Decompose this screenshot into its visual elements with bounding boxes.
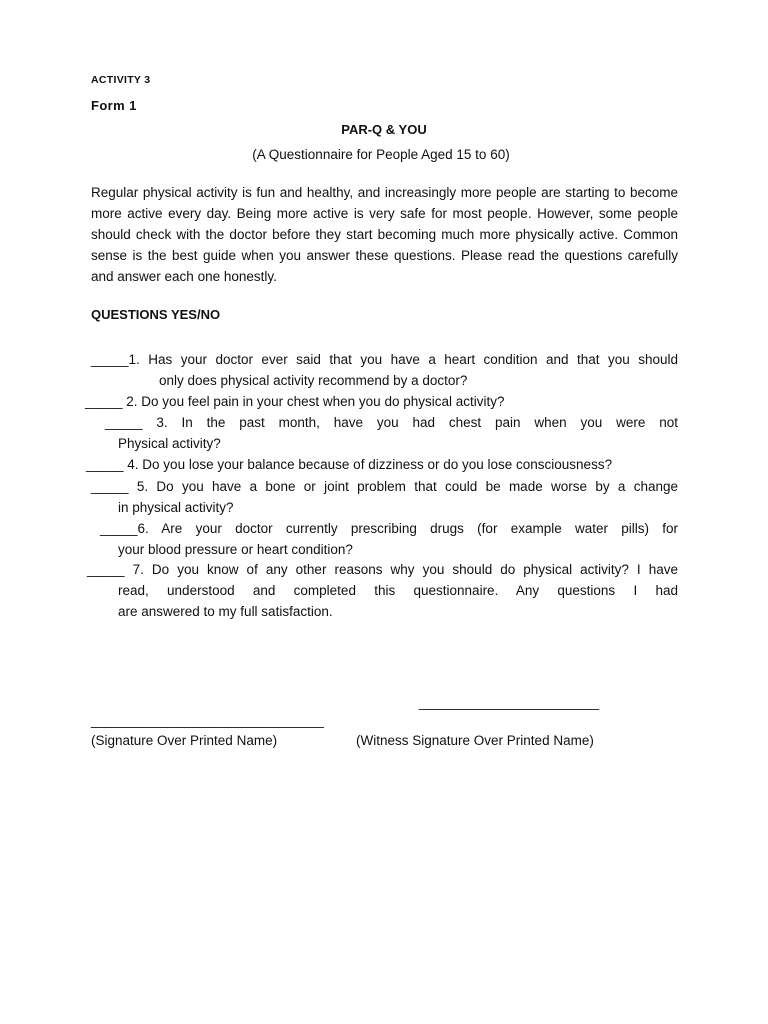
questions-heading: QUESTIONS YES/NO [91,307,221,322]
question-continuation: your blood pressure or heart condition? [118,542,353,557]
signature-line: _______________________________ [91,713,324,728]
question-text: _____6. Are your doctor currently prescribing drugs (for example water pills) for [100,521,678,536]
question-continuation: Physical activity? [118,436,221,451]
question-text: _____ 3. In the past month, have you had chest pain when you were not [105,415,678,430]
question-text: _____1. Has your doctor ever said that you have a heart condition and that you should [91,352,678,367]
form-label: Form 1 [91,98,137,113]
question-item [91,476,678,518]
question-item [87,559,678,622]
question-continuation: read, understood and completed this questionnaire. Any questions I had [118,583,678,598]
question-text: _____ 7. Do you know of any other reasons why you should do physical activity? I have [87,562,678,577]
activity-label: ACTIVITY 3 [91,74,151,86]
signature-caption: (Signature Over Printed Name) [91,733,278,748]
question-continuation: only does physical activity recommend by a doctor? [159,373,468,388]
question-item [85,391,678,412]
document-title: PAR-Q & YOU [341,122,427,137]
question-text: _____ 5. Do you have a bone or joint problem that could be made worse by a change [91,479,678,494]
question-item [105,412,678,454]
intro-paragraph: Regular physical activity is fun and healthy, and increasingly more people are starting to become more active every day. Being more active is very safe for most people. However, some people should check with the doctor before they start becoming much more physically active. Common sense is the best guide when you answer these questions. Please read the questions carefully and answer each one honestly. [91,185,678,284]
question-continuation: in physical activity? [118,500,234,515]
document-subtitle: (A Questionnaire for People Aged 15 to 60) [252,147,510,162]
question-text: _____ 4. Do you lose your balance because of dizziness or do you lose consciousness? [86,457,613,472]
question-item [86,454,678,475]
witness-signature-caption: (Witness Signature Over Printed Name) [356,733,594,748]
question-item [100,518,678,560]
witness-signature-line: ________________________ [419,695,600,710]
question-continuation: are answered to my full satisfaction. [118,604,333,619]
question-item [91,349,678,391]
question-text: _____ 2. Do you feel pain in your chest when you do physical activity? [85,394,505,409]
